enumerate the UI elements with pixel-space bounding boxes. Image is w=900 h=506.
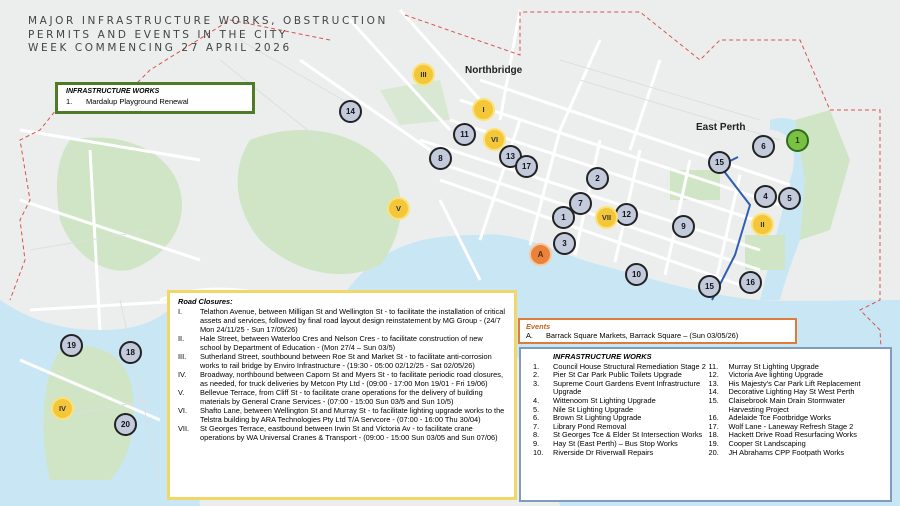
road-closures-heading: Road Closures: [178, 297, 233, 306]
closure-marker-VI[interactable]: VI [483, 128, 506, 151]
item-text: Wolf Lane - Laneway Refresh Stage 2 [728, 421, 854, 431]
road-closure-num: V. [178, 388, 185, 397]
item-number: 6. [533, 413, 540, 423]
item-text: Victoria Ave lighting Upgrade [728, 370, 824, 380]
infrastructure-works-heading: INFRASTRUCTURE WORKS [553, 352, 652, 361]
infrastructure-works-heading-top: INFRASTRUCTURE WORKS [66, 88, 160, 95]
title-line-3: WEEK COMMENCING 27 APRIL 2026 [28, 42, 292, 54]
closure-marker-II[interactable]: II [751, 213, 774, 236]
works-marker-20[interactable]: 20 [114, 413, 137, 436]
item-text: Riverside Dr Riverwall Repairs [553, 447, 654, 457]
list-item [708, 449, 882, 458]
road-closure-item [178, 334, 506, 352]
item-number: 15. [708, 395, 719, 405]
works-marker-3[interactable]: 3 [553, 232, 576, 255]
item-number: 12. [708, 370, 719, 380]
road-closure-num: IV. [178, 370, 187, 379]
infrastructure-works-box [519, 347, 892, 502]
works-marker-5[interactable]: 5 [778, 187, 801, 210]
road-closure-item [178, 406, 506, 424]
road-closure-num: VII. [178, 424, 190, 433]
queens-gardens [745, 235, 785, 270]
item-text: Mardalup Playground Renewal [86, 97, 189, 106]
closure-marker-V[interactable]: V [387, 197, 410, 220]
place-label-northbridge: Northbridge [465, 65, 523, 76]
road-closure-text: Sutherland Street, southbound between Roe St and Market St - to facilitate anti-corrosion works to rail bridge by Enviro Infrastructure - (19:30 - 05:00 02/12/25 - Sat 02/05/26) [200, 352, 492, 370]
item-number: 11. [708, 361, 719, 371]
events-heading: Events [526, 322, 551, 331]
works-marker-15a[interactable]: 15 [708, 151, 731, 174]
road-closure-num: I. [178, 307, 183, 316]
title-line-1: MAJOR INFRASTRUCTURE WORKS, OBSTRUCTION [28, 15, 388, 27]
item-number: 17. [708, 421, 719, 431]
item-text: Council House Structural Remediation Stage 2 [553, 361, 706, 371]
item-text: Library Pond Removal [553, 421, 627, 431]
road-closure-item [178, 370, 506, 388]
infrastructure-works-column-1 [533, 363, 708, 458]
item-number: 1. [66, 97, 73, 106]
works-marker-16[interactable]: 16 [739, 271, 762, 294]
road-closure-item [178, 388, 506, 406]
event-item [526, 331, 789, 340]
road-closure-text: Bellevue Terrace, from Cliff St - to facilitate crane operations for the delivery of building materials by General Crane Services - (07:00 - 15:00 Sun 03/5 and Sun 10/5) [200, 388, 483, 406]
events-box [518, 318, 797, 344]
road-closures-box [167, 290, 517, 500]
list-item [708, 397, 882, 414]
item-text: Supreme Court Gardens Event Infrastructure Upgrade [553, 378, 701, 397]
item-number: 20. [708, 447, 719, 457]
closure-marker-VII[interactable]: VII [595, 206, 618, 229]
item-number: 18. [708, 430, 719, 440]
road-closure-item [178, 307, 506, 334]
item-text: Adelaide Tce Footbridge Works [728, 413, 831, 423]
works-marker-6[interactable]: 6 [752, 135, 775, 158]
item-number: 10. [533, 447, 544, 457]
item-number: 19. [708, 438, 719, 448]
item-text: Murray St Lighting Upgrade [728, 361, 819, 371]
infrastructure-works-column-2 [708, 363, 882, 458]
list-item [533, 380, 708, 397]
works-marker-15b[interactable]: 15 [698, 275, 721, 298]
place-label-east-perth: East Perth [696, 122, 746, 133]
item-number: 9. [533, 438, 540, 448]
item-text: Wittenoom St Lighting Upgrade [553, 395, 656, 405]
works-marker-14[interactable]: 14 [339, 100, 362, 123]
works-marker-10[interactable]: 10 [625, 263, 648, 286]
item-text: Decorative Lighting Hay St West Perth [728, 387, 855, 397]
works-marker-1-playground[interactable]: 1 [786, 129, 809, 152]
closure-marker-I[interactable]: I [472, 98, 495, 121]
event-text: Barrack Square Markets, Barrack Square – (Sun 03/05/26) [546, 331, 739, 340]
works-marker-1[interactable]: 1 [552, 206, 575, 229]
road-closure-text: Broadway, northbound between Caporn St and Myers St - to facilitate periodic road closures, as needed, for truck deliveries by Metcon Pty Ltd - (09:00 - 17:00 Mon 19/01 - Fri 19/06) [200, 370, 504, 388]
works-marker-18[interactable]: 18 [119, 341, 142, 364]
works-marker-4[interactable]: 4 [754, 185, 777, 208]
works-marker-19[interactable]: 19 [60, 334, 83, 357]
item-number: 4. [533, 395, 540, 405]
list-item [66, 97, 244, 106]
item-text: Claisebrook Main Drain Stormwater Harvesting Project [728, 395, 846, 414]
works-marker-7[interactable]: 7 [569, 192, 592, 215]
item-number: 5. [533, 404, 540, 414]
item-number: 2. [533, 370, 540, 380]
works-marker-8[interactable]: 8 [429, 147, 452, 170]
item-number: 1. [533, 361, 540, 371]
item-text: Nile St Lighting Upgrade [553, 404, 634, 414]
closure-marker-IV[interactable]: IV [51, 397, 74, 420]
road-closure-text: St Georges Terrace, eastbound between Irwin St and Victoria Av - to facilitate crane operations by WA Universal Cranes & Transport - (09:00 - 15:00 Sun 03/05 and Sun 07/06) [200, 424, 498, 442]
infrastructure-works-box-top [55, 82, 255, 114]
item-number: 3. [533, 378, 540, 388]
road-closure-text: Shafto Lane, between Wellington St and Murray St - to facilitate lighting upgrade works to the Telstra building by ARA Technologies Pty Ltd T/A Servcore - (07:00 - 16:00 Thu 30/04) [200, 406, 505, 424]
works-marker-12[interactable]: 12 [615, 203, 638, 226]
road-closure-num: III. [178, 352, 187, 361]
road-closure-text: Telathon Avenue, between Milligan St and Wellington St - to facilitate the installation of critical assets and services, followed by final road layout design reinstatement by MG Group - (24/7 Mon 24/11/25 - Sun 17/05/26) [200, 307, 505, 334]
item-number: 8. [533, 430, 540, 440]
event-num: A. [526, 331, 533, 340]
map-title [28, 15, 388, 56]
works-marker-17[interactable]: 17 [515, 155, 538, 178]
works-marker-11[interactable]: 11 [453, 123, 476, 146]
road-closure-num: VI. [178, 406, 188, 415]
closure-marker-III[interactable]: III [412, 63, 435, 86]
title-line-2: PERMITS AND EVENTS IN THE CITY [28, 28, 288, 41]
event-marker-A[interactable]: A [529, 243, 552, 266]
item-number: 13. [708, 378, 719, 388]
item-text: Hay St (East Perth) – Bus Stop Works [553, 438, 678, 448]
item-text: St Georges Tce & Elder St Intersection Works [553, 430, 703, 440]
item-text: Brown St Lighting Upgrade [553, 413, 642, 423]
item-text: His Majesty's Car Park Lift Replacement [728, 378, 861, 388]
road-closure-item [178, 352, 506, 370]
item-text: Hackett Drive Road Resurfacing Works [728, 430, 857, 440]
item-text: Cooper St Landscaping [728, 438, 806, 448]
item-text: Pier St Car Park Public Toilets Upgrade [553, 370, 682, 380]
road-closure-num: II. [178, 334, 185, 343]
works-marker-13[interactable]: 13 [499, 145, 522, 168]
item-number: 7. [533, 421, 540, 431]
item-number: 14. [708, 387, 719, 397]
list-item [533, 449, 708, 458]
road-closure-text: Hale Street, between Waterloo Cres and Nelson Cres - to facilitate construction of new school by Department of Education - (Mon 27/4 – Sun 03/5) [200, 334, 483, 352]
road-closure-item [178, 424, 506, 442]
works-marker-2[interactable]: 2 [586, 167, 609, 190]
infrastructure-works-columns [529, 363, 882, 458]
works-marker-9[interactable]: 9 [672, 215, 695, 238]
item-text: JH Abrahams CPP Footpath Works [728, 447, 845, 457]
item-number: 16. [708, 413, 719, 423]
